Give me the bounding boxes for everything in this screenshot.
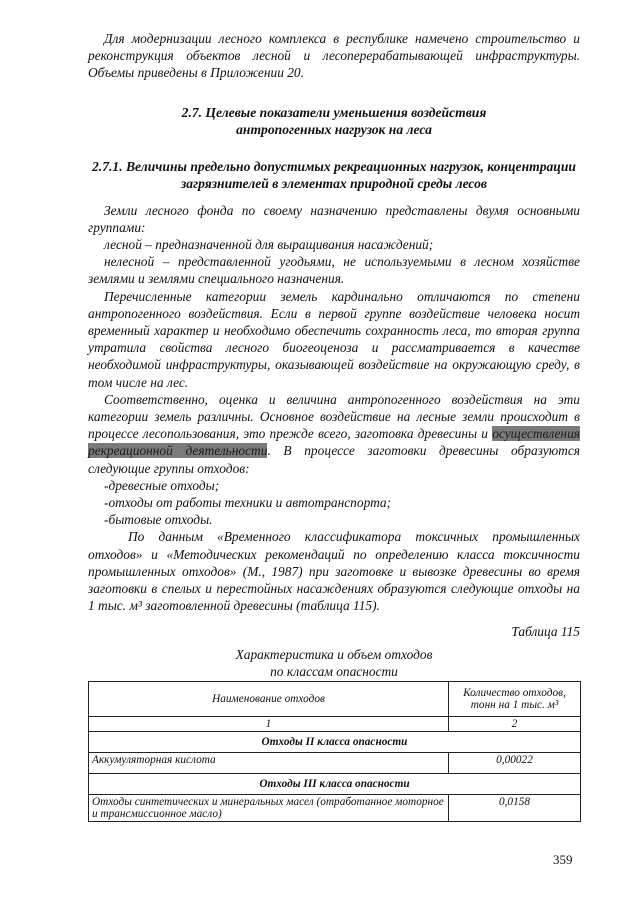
table-row — [89, 753, 581, 774]
waste-table — [88, 681, 581, 822]
column-number: 1 — [89, 717, 449, 732]
table-group-row — [89, 732, 581, 753]
waste-list-item: -древесные отходы; — [104, 477, 220, 493]
waste-name-cell: Отходы синтетических и минеральных масел (отработанное моторное и трансмиссионное масло) — [89, 795, 449, 822]
paragraph-classifier: По данным «Временного классификатора токсичных промышленных отходов» и «Методических рекомендаций по определению класса токсичности промышленных отходов» (М., 1987) при заготовке и вывозке древесины во время заготовки в спелых и перестойных насаждениях образуются следующие отходы на 1 тыс. м³ заготовленной древесины (таблица 115). — [88, 529, 580, 614]
paragraph-impact-text-b: . В процессе заготовки древесины образуются следующие группы отходов: — [88, 443, 581, 476]
waste-name-cell: Аккумуляторная кислота — [89, 753, 449, 774]
section-heading-2-7-1: 2.7.1. Величины предельно допустимых рекреационных нагрузок, концентрации загрязнителей в элементах природной среды лесов — [92, 158, 576, 191]
paragraph-impact-text-a: Соответственно, оценка и величина антропогенного воздействия на эти категории земель различны. Основное воздействие на лесные земли происходит в процессе лесопользования, это прежде всего, заготовка древесины и — [88, 391, 580, 442]
paragraph-land-categories: Перечисленные категории земель кардинально отличаются по степени антропогенного воздействия. Если в первой группе воздействие человека носит временный характер и необходимо обеспечить сохранность леса, то вторая группа утратила свойства лесного биогеоценоза и рассматривается в качестве необходимой инфраструктуры, оказывающей воздействие на окружающую среду, в том числе на лес. — [88, 288, 580, 390]
page-number: 359 — [553, 852, 573, 867]
table-number-row — [89, 717, 581, 732]
waste-list-item: -отходы от работы техники и автотранспорта; — [104, 495, 392, 511]
list-item-forest-land: лесной – предназначенной для выращивания насаждений; — [104, 237, 434, 253]
paragraph-impact — [88, 391, 580, 477]
waste-value-cell: 0,00022 — [449, 753, 581, 774]
table-group-row — [89, 774, 581, 795]
intro-paragraph: Для модернизации лесного комплекса в республике намечено строительство и реконструкция объектов лесной и лесоперерабатывающей инфраструктуры. Объемы приведены в Приложении 20. — [88, 31, 580, 81]
table-row — [89, 795, 581, 822]
table-header-row — [89, 682, 581, 717]
column-number: 2 — [449, 717, 581, 732]
highlighted-phrase: осуществления рекреационной деятельности — [88, 426, 580, 459]
column-header-quantity: Количество отходов, тонн на 1 тыс. м³ — [449, 682, 581, 717]
paragraph-land-groups: Земли лесного фонда по своему назначению представлены двумя основными группами: — [88, 202, 580, 235]
group-heading-class-3: Отходы III класса опасности — [89, 774, 581, 795]
table-caption-line1: Характеристика и объем отходов — [235, 647, 433, 663]
table-number: Таблица 115 — [511, 624, 580, 640]
table-caption-line2: по классам опасности — [270, 664, 398, 680]
column-header-name: Наименование отходов — [89, 682, 449, 717]
list-item-nonforest-land: нелесной – представленной угодьями, не используемыми в лесном хозяйстве землями и землями специального назначения. — [88, 254, 580, 287]
waste-list-item: -бытовые отходы. — [104, 512, 213, 528]
section-heading-2-7: 2.7. Целевые показатели уменьшения воздействия антропогенных нагрузок на леса — [181, 104, 487, 137]
group-heading-class-2: Отходы II класса опасности — [89, 732, 581, 753]
document-page — [88, 30, 580, 822]
waste-value-cell: 0,0158 — [449, 795, 581, 822]
